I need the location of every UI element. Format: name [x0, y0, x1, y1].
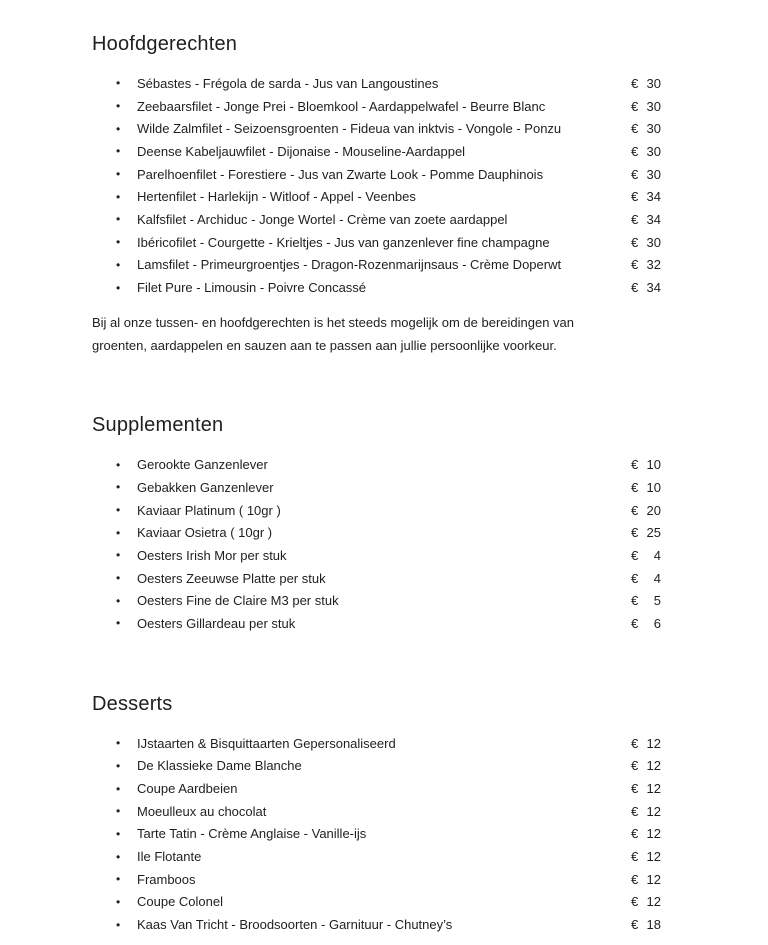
section-heading: Supplementen	[92, 414, 224, 437]
menu-item-row	[92, 521, 661, 544]
item-price	[631, 826, 661, 841]
menu-item-row	[92, 453, 661, 476]
bullet-icon: •	[116, 616, 121, 631]
item-price	[631, 736, 661, 751]
section-heading: Desserts	[92, 692, 173, 715]
item-amount: 4	[653, 547, 661, 563]
item-text: Oesters Fine de Claire M3 per stuk	[137, 593, 339, 609]
menu-item-row	[92, 913, 661, 936]
bullet-icon: •	[116, 212, 121, 227]
item-price	[631, 571, 661, 586]
item-price	[631, 76, 661, 91]
item-amount: 32	[646, 257, 661, 273]
item-price	[631, 280, 661, 295]
currency-symbol: €	[631, 525, 639, 541]
item-text: Parelhoenfilet - Forestiere - Jus van Zwarte Look - Pomme Dauphinois	[137, 166, 544, 182]
bullet-icon: •	[116, 280, 121, 295]
currency-symbol: €	[631, 502, 639, 518]
item-text: Lamsfilet - Primeurgroentjes - Dragon-Rozenmarijnsaus - Crème Doperwt	[137, 257, 562, 273]
section-heading: Hoofdgerechten	[92, 33, 238, 55]
bullet-icon: •	[116, 235, 121, 250]
menu-item-row	[92, 823, 661, 846]
item-text: Sébastes - Frégola de sarda - Jus van Langoustines	[137, 75, 439, 91]
item-price	[631, 212, 661, 227]
currency-symbol: €	[631, 211, 639, 227]
bullet-icon: •	[116, 99, 121, 114]
currency-symbol: €	[631, 75, 639, 91]
item-price	[631, 257, 661, 272]
bullet-icon: •	[116, 593, 121, 608]
item-amount: 34	[646, 280, 661, 296]
item-price	[631, 99, 661, 114]
item-list	[92, 732, 661, 936]
item-amount: 6	[653, 615, 661, 631]
currency-symbol: €	[631, 570, 639, 586]
item-price	[631, 235, 661, 250]
currency-symbol: €	[631, 735, 639, 751]
bullet-icon: •	[116, 189, 121, 204]
item-amount: 12	[646, 871, 661, 887]
item-amount: 12	[646, 735, 661, 751]
bullet-icon: •	[116, 917, 121, 932]
menu-item-row	[92, 276, 661, 299]
item-text: Zeebaarsfilet - Jonge Prei - Bloemkool - Aardappelwafel - Beurre Blanc	[137, 98, 546, 114]
item-text: Kaas Van Tricht - Broodsoorten - Garnituur - Chutney’s	[137, 917, 453, 933]
menu-item-row	[92, 163, 661, 186]
menu-item-row	[92, 208, 661, 231]
menu-section	[92, 31, 661, 357]
currency-symbol: €	[631, 781, 639, 796]
bullet-icon: •	[116, 571, 121, 586]
bullet-icon: •	[116, 457, 121, 472]
item-amount: 20	[646, 502, 661, 518]
menu-item-row	[92, 732, 661, 755]
menu-item-row	[92, 589, 661, 612]
item-amount: 34	[646, 189, 661, 205]
item-price	[631, 121, 661, 136]
menu-item-row	[92, 754, 661, 777]
bullet-icon: •	[116, 167, 121, 182]
item-text: Moeulleux au chocolat	[137, 803, 267, 819]
currency-symbol: €	[631, 98, 639, 114]
item-list	[92, 72, 661, 299]
item-text: Gerookte Ganzenlever	[137, 457, 268, 473]
item-price	[631, 167, 661, 182]
item-text: Hertenfilet - Harlekijn - Witloof - Appel - Veenbes	[137, 189, 416, 205]
bullet-icon: •	[116, 503, 121, 517]
item-price	[631, 894, 661, 909]
item-amount: 30	[646, 75, 661, 91]
currency-symbol: €	[631, 547, 639, 563]
section-note	[92, 312, 661, 357]
note-line: Bij al onze tussen- en hoofdgerechten is het steeds mogelijk om de bereidingen van	[92, 314, 575, 330]
item-price	[631, 189, 661, 204]
item-list	[92, 453, 661, 635]
item-amount: 30	[646, 143, 661, 159]
menu-item-row	[92, 777, 661, 800]
bullet-icon: •	[116, 736, 121, 751]
menu-item-row	[92, 185, 661, 208]
item-text: Ibéricofilet - Courgette - Krieltjes - Jus van ganzenlever fine champagne	[137, 234, 550, 250]
currency-symbol: €	[631, 894, 639, 910]
item-text: Oesters Gillardeau per stuk	[137, 615, 296, 631]
item-amount: 34	[646, 211, 661, 227]
item-price	[631, 480, 661, 495]
menu-item-row	[92, 612, 661, 635]
item-text: Gebakken Ganzenlever	[137, 479, 274, 495]
bullet-icon: •	[116, 548, 121, 563]
currency-symbol: €	[631, 803, 639, 819]
currency-symbol: €	[631, 917, 639, 933]
currency-symbol: €	[631, 457, 639, 473]
item-amount: 25	[646, 525, 661, 541]
menu-sections	[92, 31, 661, 936]
item-amount: 18	[646, 917, 661, 933]
item-amount: 10	[646, 457, 661, 473]
item-text: Deense Kabeljauwfilet - Dijonaise - Mouseline-Aardappel	[137, 143, 466, 159]
currency-symbol: €	[631, 257, 639, 273]
currency-symbol: €	[631, 593, 639, 609]
bullet-icon: •	[116, 826, 121, 841]
item-amount: 5	[653, 593, 661, 609]
currency-symbol: €	[631, 234, 639, 250]
item-price	[631, 457, 661, 472]
menu-item-row	[92, 868, 661, 891]
menu-item-row	[92, 95, 661, 118]
menu-item-row	[92, 567, 661, 590]
menu-section	[92, 691, 661, 936]
item-price	[631, 593, 661, 608]
item-price	[631, 616, 661, 631]
item-text: Ile Flotante	[137, 849, 202, 865]
item-amount: 12	[646, 826, 661, 842]
item-amount: 10	[646, 479, 661, 495]
note-line: groenten, aardappelen en sauzen aan te passen aan jullie persoonlijke voorkeur.	[92, 337, 557, 353]
item-price	[631, 781, 661, 796]
currency-symbol: €	[631, 166, 639, 182]
item-text: Kaviaar Platinum ( 10gr )	[137, 502, 281, 518]
bullet-icon: •	[116, 257, 121, 272]
currency-symbol: €	[631, 826, 639, 842]
item-amount: 12	[646, 894, 661, 910]
menu-item-row	[92, 891, 661, 914]
menu-item-row	[92, 231, 661, 254]
item-text: Coupe Aardbeien	[137, 781, 238, 796]
bullet-icon: •	[116, 894, 121, 909]
currency-symbol: €	[631, 758, 639, 774]
item-text: Coupe Colonel	[137, 894, 224, 910]
menu-item-row	[92, 476, 661, 499]
bullet-icon: •	[116, 525, 121, 540]
menu-item-row	[92, 72, 661, 95]
bullet-icon: •	[116, 804, 121, 819]
bullet-icon: •	[116, 144, 121, 159]
item-price	[631, 804, 661, 819]
item-amount: 12	[646, 781, 661, 796]
item-price	[631, 917, 661, 932]
currency-symbol: €	[631, 143, 639, 159]
item-price	[631, 144, 661, 159]
item-amount: 30	[646, 98, 661, 114]
item-text: Tarte Tatin - Crème Anglaise - Vanille-ijs	[137, 826, 367, 842]
currency-symbol: €	[631, 121, 639, 137]
menu-item-row	[92, 117, 661, 140]
item-amount: 12	[646, 803, 661, 819]
item-price	[631, 849, 661, 864]
item-amount: 12	[646, 758, 661, 774]
currency-symbol: €	[631, 189, 639, 205]
item-text: Wilde Zalmfilet - Seizoensgroenten - Fideua van inktvis - Vongole - Ponzu	[137, 121, 562, 137]
item-price	[631, 503, 661, 518]
menu-item-row	[92, 254, 661, 277]
item-text: Framboos	[137, 871, 196, 887]
currency-symbol: €	[631, 479, 639, 495]
item-amount: 12	[646, 849, 661, 865]
item-price	[631, 872, 661, 887]
item-text: Kaviaar Osietra ( 10gr )	[137, 525, 273, 541]
currency-symbol: €	[631, 615, 639, 631]
currency-symbol: €	[631, 871, 639, 887]
bullet-icon: •	[116, 872, 121, 887]
menu-item-row	[92, 544, 661, 567]
bullet-icon: •	[116, 121, 121, 136]
item-price	[631, 758, 661, 773]
menu-item-row	[92, 499, 661, 522]
bullet-icon: •	[116, 781, 121, 796]
item-price	[631, 525, 661, 540]
bullet-icon: •	[116, 849, 121, 864]
item-text: Kalfsfilet - Archiduc - Jonge Wortel - Crème van zoete aardappel	[137, 211, 508, 227]
menu-item-row	[92, 140, 661, 163]
item-amount: 30	[646, 234, 661, 250]
item-text: IJstaarten & Bisquittaarten Gepersonaliseerd	[137, 735, 396, 751]
item-text: Oesters Zeeuwse Platte per stuk	[137, 570, 326, 586]
currency-symbol: €	[631, 280, 639, 296]
menu-item-row	[92, 800, 661, 823]
item-amount: 4	[653, 570, 661, 586]
item-text: Oesters Irish Mor per stuk	[137, 547, 287, 563]
item-price	[631, 548, 661, 563]
menu-item-row	[92, 845, 661, 868]
currency-symbol: €	[631, 849, 639, 865]
menu-section	[92, 412, 661, 635]
bullet-icon: •	[116, 76, 121, 91]
item-text: Filet Pure - Limousin - Poivre Concassé	[137, 280, 367, 296]
bullet-icon: •	[116, 480, 121, 495]
item-amount: 30	[646, 121, 661, 137]
item-amount: 30	[646, 166, 661, 182]
item-text: De Klassieke Dame Blanche	[137, 758, 302, 774]
bullet-icon: •	[116, 758, 121, 773]
